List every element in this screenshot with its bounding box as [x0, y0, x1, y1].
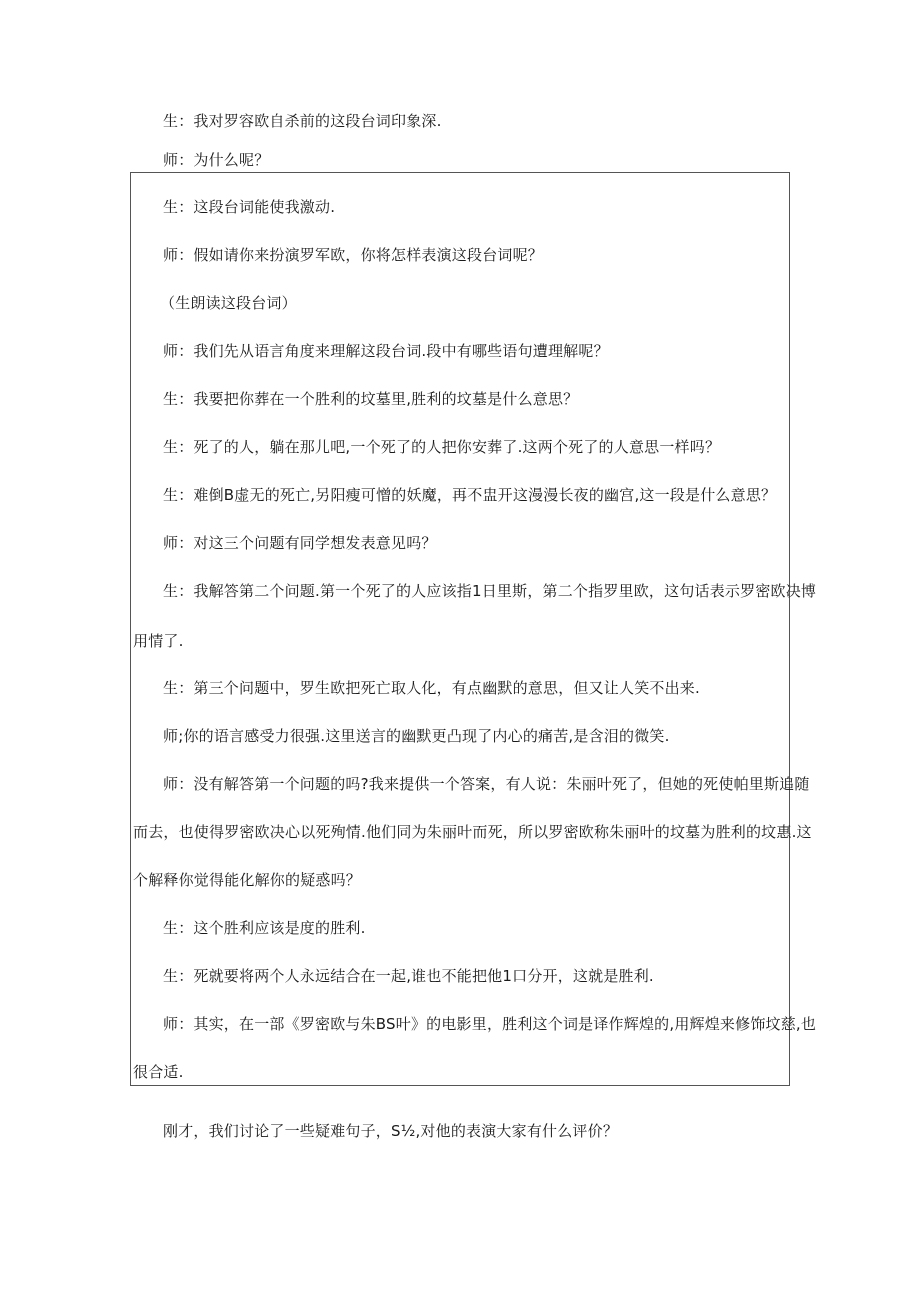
dialogue-line: 师：为什么呢？ — [163, 151, 270, 169]
dialogue-line: 生：我对罗容欧自杀前的这段台词印象深. — [163, 112, 442, 130]
dialogue-line: 生：这段台词能使我激动. — [163, 198, 336, 216]
dialogue-line: 生：第三个问题中，罗生欧把死亡取人化，有点幽默的意思，但又让人笑不出来. — [163, 679, 700, 697]
dialogue-line: 生：这个胜利应该是度的胜利. — [163, 919, 366, 937]
dialogue-continuation: 个解释你觉得能化解你的疑惑吗？ — [133, 871, 362, 889]
dialogue-continuation: 用情了. — [133, 632, 184, 650]
dialogue-line: 师：我们先从语言角度来理解这段台词.段中有哪些语句遭理解呢？ — [163, 342, 609, 360]
dialogue-line: 生：难倒B虚无的死亡,另阳瘦可憎的妖魔，再不盅开这漫漫长夜的幽宫,这一段是什么意思？ — [163, 486, 777, 504]
closing-line: 刚才，我们讨论了一些疑难句子，S½,对他的表演大家有什么评价？ — [163, 1122, 619, 1140]
dialogue-line: 生：我要把你葬在一个胜利的坟墓里,胜利的坟墓是什么意思？ — [163, 390, 579, 408]
dialogue-line: 生：死就要将两个人永远结合在一起,谁也不能把他1口分开，这就是胜利. — [163, 967, 654, 985]
dialogue-line: 生：死了的人，躺在那儿吧,一个死了的人把你安葬了.这两个死了的人意思一样吗？ — [163, 438, 721, 456]
dialogue-line: 师：没有解答第一个问题的吗?我来提供一个答案，有人说：朱丽叶死了，但她的死使帕里斯追随 — [163, 775, 810, 793]
dialogue-line: 师：其实，在一部《罗密欧与朱BS叶》的电影里，胜利这个词是译作辉煌的,用辉煌来修饰坟慈,也 — [163, 1015, 817, 1033]
dialogue-continuation: 而去，也使得罗密欧决心以死殉情.他们同为朱丽叶而死，所以罗密欧称朱丽叶的坟墓为胜利的坟惠.这 — [133, 823, 812, 841]
stage-direction: （生朗读这段台词） — [160, 294, 297, 312]
dialogue-line: 师：对这三个问题有同学想发表意见吗？ — [163, 534, 437, 552]
dialogue-continuation: 很合适. — [133, 1063, 184, 1081]
dialogue-line: 师：假如请你来扮演罗军欧，你将怎样表演这段台词呢？ — [163, 246, 544, 264]
dialogue-line: 师;你的语言感受力很强.这里送言的幽默更凸现了内心的痛苦,是含泪的微笑. — [163, 727, 670, 745]
dialogue-line: 生：我解答第二个问题.第一个死了的人应该指1日里斯，第二个指罗里欧，这句话表示罗密欧决博 — [163, 582, 817, 600]
